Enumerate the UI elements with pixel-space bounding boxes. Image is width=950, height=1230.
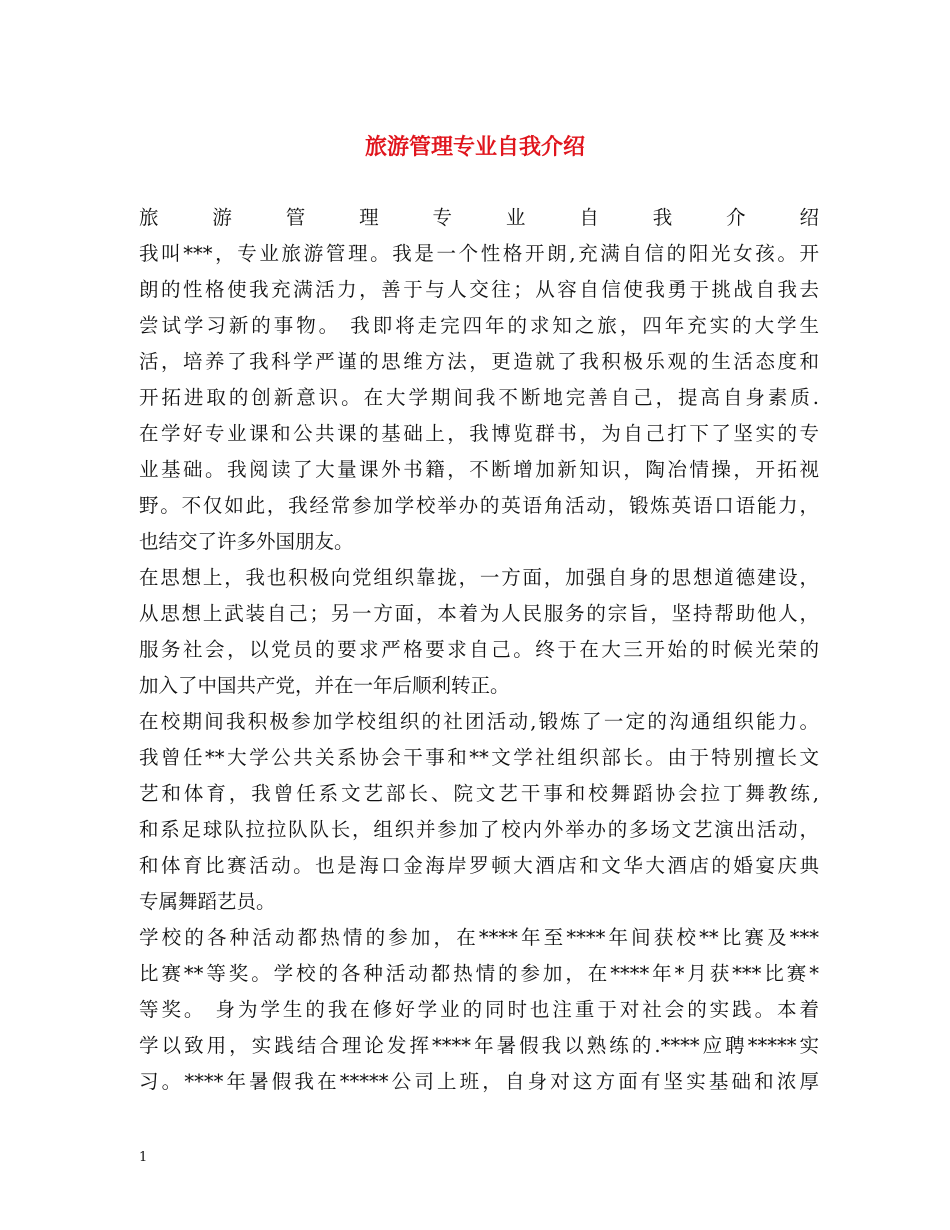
paragraph-line: 习。****年暑假我在*****公司上班，自身对这方面有坚实基础和浓厚 bbox=[139, 1070, 819, 1093]
paragraph-line: 我叫***，专业旅游管理。我是一个性格开朗,充满自信的阳光女孩。开 bbox=[139, 242, 819, 265]
intro-heading-line: 旅游管理专业自我介绍 bbox=[139, 206, 819, 229]
paragraph-line: 在学好专业课和公共课的基础上，我博览群书，为自己打下了坚实的专 bbox=[139, 422, 819, 445]
paragraph-line: 也结交了许多外国朋友。 bbox=[139, 530, 354, 553]
paragraph-line: 从思想上武装自己；另一方面，本着为人民服务的宗旨，坚持帮助他人， bbox=[139, 602, 819, 625]
paragraph-line: 学校的各种活动都热情的参加，在****年至****年间获校**比赛及*** bbox=[139, 926, 819, 949]
paragraph-line: 艺和体育，我曾任系文艺部长、院文艺干事和校舞蹈协会拉丁舞教练, bbox=[139, 782, 819, 805]
document-body bbox=[139, 200, 819, 1100]
paragraph-line: 专属舞蹈艺员。 bbox=[139, 890, 276, 913]
paragraph-line: 我曾任**大学公共关系协会干事和**文学社组织部长。由于特别擅长文 bbox=[139, 746, 819, 769]
paragraph-line: 野。不仅如此，我经常参加学校举办的英语角活动，锻炼英语口语能力， bbox=[139, 494, 819, 517]
paragraph-line: 活，培养了我科学严谨的思维方法，更造就了我积极乐观的生活态度和 bbox=[139, 350, 819, 373]
paragraph-line: 尝试学习新的事物。 我即将走完四年的求知之旅，四年充实的大学生 bbox=[139, 314, 819, 337]
paragraph-line: 朗的性格使我充满活力，善于与人交往；从容自信使我勇于挑战自我去 bbox=[139, 278, 819, 301]
paragraph-line: 加入了中国共产党，并在一年后顺利转正。 bbox=[139, 674, 510, 697]
paragraph-line: 业基础。我阅读了大量课外书籍，不断增加新知识，陶冶情操，开拓视 bbox=[139, 458, 819, 481]
paragraph-line: 等奖。 身为学生的我在修好学业的同时也注重于对社会的实践。本着 bbox=[139, 998, 819, 1021]
paragraph-line: 服务社会，以党员的要求严格要求自己。终于在大三开始的时候光荣的 bbox=[139, 638, 819, 661]
paragraph-line: 在思想上，我也积极向党组织靠拢，一方面，加强自身的思想道德建设， bbox=[139, 566, 819, 589]
paragraph-line: 开拓进取的创新意识。在大学期间我不断地完善自己，提高自身素质. bbox=[139, 386, 819, 409]
paragraph-line: 和系足球队拉拉队队长，组织并参加了校内外举办的多场文艺演出活动， bbox=[139, 818, 819, 841]
page-number: 1 bbox=[139, 1150, 148, 1165]
paragraph-line: 和体育比赛活动。也是海口金海岸罗顿大酒店和文华大酒店的婚宴庆典 bbox=[139, 854, 819, 877]
document-title: 旅游管理专业自我介绍 bbox=[364, 134, 585, 160]
paragraph-line: 在校期间我积极参加学校组织的社团活动,锻炼了一定的沟通组织能力。 bbox=[139, 710, 819, 733]
paragraph-line: 学以致用，实践结合理论发挥****年暑假我以熟练的.****应聘*****实 bbox=[139, 1034, 819, 1057]
paragraph-line: 比赛**等奖。学校的各种活动都热情的参加，在****年*月获***比赛* bbox=[139, 962, 819, 985]
